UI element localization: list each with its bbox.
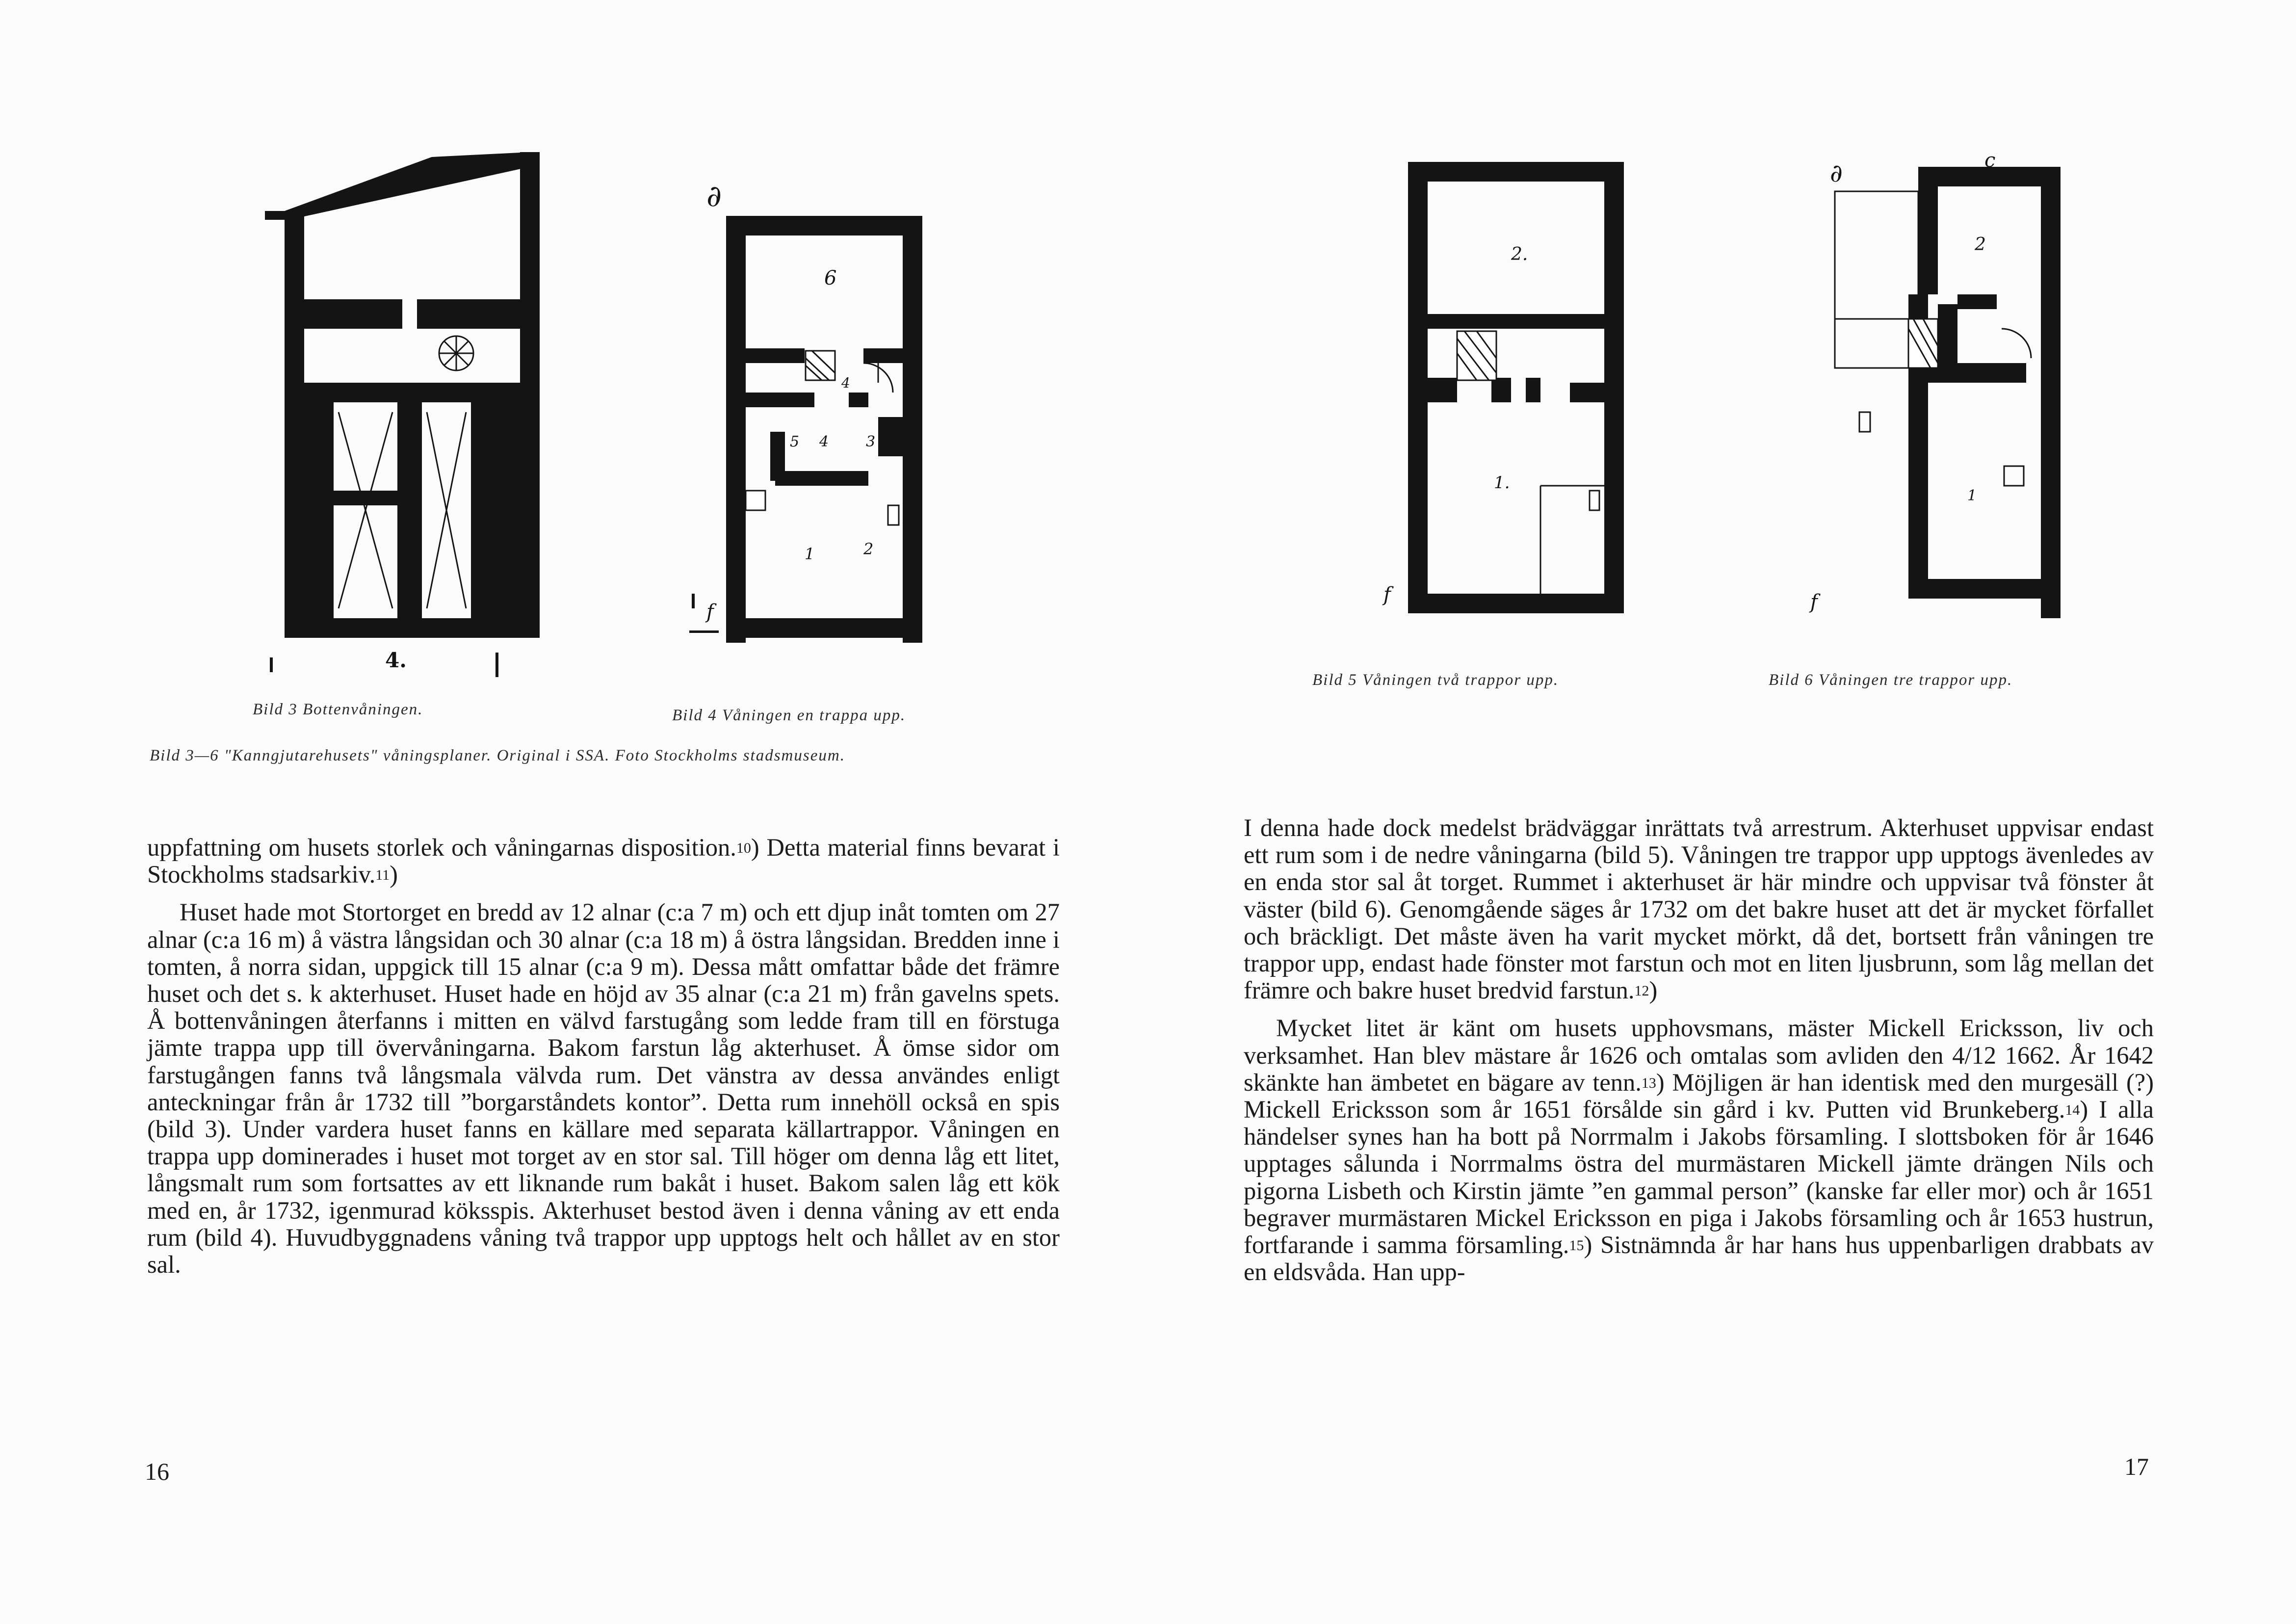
plan4-room-2: 2 — [863, 540, 874, 558]
caption-bild-6: Bild 6 Våningen tre trappor upp. — [1769, 671, 2013, 689]
plan4-orientation: f — [706, 601, 714, 623]
plan6-compass-c: c — [1984, 149, 1996, 172]
floor-plan-bild-4 — [682, 186, 947, 643]
floor-plan-bild-5 — [1379, 152, 1634, 623]
left-paragraph-2: Huset hade mot Stortorget en bredd av 12 alnar (c:a 7 m) och ett djup inåt tomten om 27 alnar (c:a 16 m) å västra långsidan och 30 alnar (c:a 18 m) å östra långsidan. Bredden inne i tomten, å norra sidan, uppgick till 15 alnar (c:a 9 m). Dessa mått omfattar både det främre huset och det s. k akterhuset. Huset hade en höjd av 35 alnar (c:a 21 m) från gavelns spets. Å bottenvåningen återfanns i mitten en välvd farstugång som ledde fram till en förstuga jämte trappa upp till övervåningarna. Bakom farstun låg akterhuset. Å ömse sidor om farstugången fanns två långsmala välvda rum. Det vänstra av dessa användes enligt anteckningar från år 1732 till ”borgarståndets kontor”. Detta rum innehöll också en spis (bild 3). Under vardera huset fanns en källare med separata källartrappor. Våningen en trappa upp dominerades i huset mot torget av en stor sal. Till höger om denna låg ett litet, långsmalt rum som fortsattes av ett liknande rum bakåt i huset. Bakom salen låg ett kök med en, år 1732, igenmurad köksspis. Akterhuset bestod även i denna våning av ett enda rum (bild 4). Huvudbyggnadens våning två trappor upp upptogs helt och hållet av en stor sal. — [147, 898, 1060, 1279]
left-body-text — [147, 834, 1060, 1278]
plan4-room-5: 5 — [790, 433, 800, 450]
right-body-text — [1244, 814, 2154, 1285]
page-number-right: 17 — [2124, 1453, 2149, 1480]
plan3-scale-mark: 4. — [385, 648, 407, 672]
floor-plan-bild-6 — [1805, 147, 2070, 618]
plan4-room-1: 1 — [805, 545, 815, 563]
plan4-room-4a: 4 — [841, 375, 850, 391]
left-paragraph-1: uppfattning om husets storlek och våningarnas disposition.$^{10}$) Detta material finns bevarat i Stockholms stadsarkiv.$^{11}$) — [147, 834, 1060, 889]
plan5-room-1: 1. — [1494, 473, 1510, 493]
floor-plan-bild-3 — [265, 147, 540, 692]
plan4-room-6: 6 — [824, 267, 837, 289]
caption-bild-3-6: Bild 3—6 "Kanngjutarehusets" våningsplaner. Original i SSA. Foto Stockholms stadsmuseum. — [150, 747, 845, 764]
caption-bild-3: Bild 3 Bottenvåningen. — [253, 701, 423, 718]
right-page — [1148, 0, 2296, 1624]
plan6-compass-d: ∂ — [1830, 159, 1843, 187]
plan6-orientation: f — [1810, 591, 1818, 613]
right-paragraph-1: I denna hade dock medelst brädväggar inrättats två arrestrum. Akterhuset uppvisar endast ett rum som i de nedre våningarna (bild 5). Våningen tre trappor upp upptogs ävenledes av en enda stor sal åt torget. Rummet i akterhuset är här mindre och uppvisar två fönster åt väster (bild 6). Genomgående säges år 1732 om det bakre huset att det är mycket förfallet och bräckligt. Det måste även ha varit mycket mörkt, då det, bortsett från våningen tre trappor upp, endast hade fönster mot farstun och mot en liten ljusbrunn, som låg mellan det främre och bakre huset bredvid farstun.$^{12}$) — [1244, 814, 2154, 1004]
plan6-room-2: 2 — [1975, 235, 1986, 255]
right-paragraph-2: Mycket litet är känt om husets upphovsmans, mäster Mickell Ericksson, liv och verksamhet. Han blev mästare år 1626 och omtalas som avliden den 4/12 1662. År 1642 skänkte han ämbetet en bägare av tenn.$^{13}$) Möjligen är han identisk med den murgesäll (?) Mickell Ericksson som år 1651 försålde sin gård i kv. Putten vid Brunkeberg.$^{14}$) I alla händelser synes han ha bott på Norrmalm i Jakobs församling. I slottsboken för år 1646 upptages sålunda i Norrmalms östra del murmästaren Mickell jämte drängen Nils och pigorna Lisbeth och Kirstin jämte ”en gammal person” (kanske far eller mor) och år 1651 begraver murmästaren Mickel Ericksson en piga i Jakobs församling och år 1653 hustrun, fortfarande i samma församling.$^{15}$) Sistnämnda år har hans hus uppenbarligen drabbats av en eldsvåda. Han upp- — [1244, 1014, 2154, 1286]
page-number-left: 16 — [145, 1458, 169, 1485]
plan4-compass: ∂ — [706, 186, 722, 213]
plan6-room-1: 1 — [1967, 487, 1977, 504]
caption-bild-4: Bild 4 Våningen en trappa upp. — [672, 707, 906, 724]
plan5-orientation: f — [1383, 583, 1391, 606]
plan4-room-3: 3 — [866, 433, 876, 450]
plan4-room-4b: 4 — [819, 433, 829, 450]
plan5-room-2: 2. — [1511, 244, 1528, 264]
caption-bild-5: Bild 5 Våningen två trappor upp. — [1312, 671, 1559, 689]
